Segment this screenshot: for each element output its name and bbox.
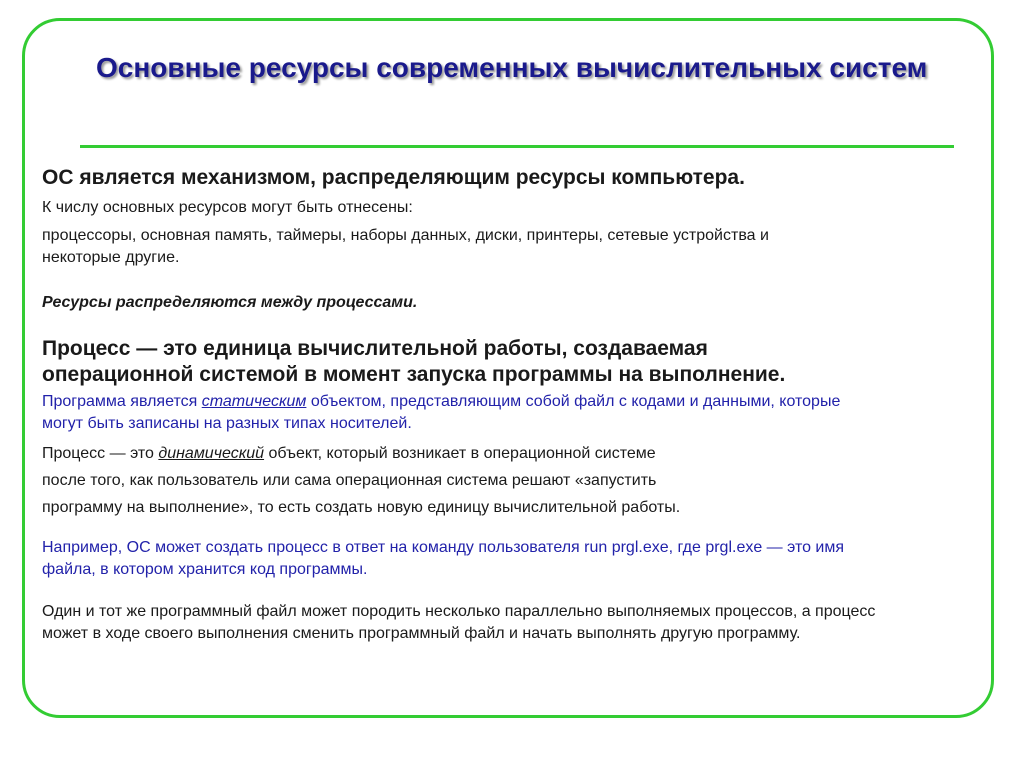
process-dynamic-paragraph: [42, 440, 942, 521]
os-heading: ОС является механизмом, распределяющим ресурсы компьютера.: [42, 166, 745, 189]
process-definition: Процесс — это единица вычислительной работы, создаваемая операционной системой в момент запуска программы на выполнение.: [42, 337, 786, 386]
process-dynamic-line1-after: объект, который возникает в операционной системе: [264, 445, 656, 462]
title-divider: [80, 145, 954, 148]
resources-list: процессоры, основная память, таймеры, наборы данных, диски, принтеры, сетевые устройства и некоторые другие.: [42, 227, 769, 266]
program-static-before: Программа является: [42, 393, 202, 410]
slide-title: Основные ресурсы современных вычислительных систем: [96, 52, 928, 83]
dynamic-term: динамический: [158, 445, 265, 462]
process-dynamic-line2: после того, как пользователь или сама операционная система решают «запустить: [42, 472, 657, 489]
process-dynamic-line1: [42, 440, 942, 467]
program-static-paragraph: [42, 391, 882, 435]
process-dynamic-before: Процесс — это: [42, 445, 159, 462]
example-paragraph: Например, ОС может создать процесс в ответ на команду пользователя run prgl.exe, где prgl.exe — это имя файла, в котором хранится код программы.: [42, 539, 845, 578]
distribution-note: Ресурсы распределяются между процессами.: [42, 294, 418, 311]
closing-paragraph: Один и тот же программный файл может породить несколько параллельно выполняемых процессов, а процесс может в ходе своего выполнения сменить программный файл и начать выполнять другую программу.: [42, 603, 876, 642]
static-term: статическим: [201, 393, 307, 410]
slide-content: [42, 165, 942, 645]
process-dynamic-line3: программу на выполнение», то есть создать новую единицу вычислительной работы.: [42, 499, 681, 516]
resources-intro: К числу основных ресурсов могут быть отнесены:: [42, 199, 413, 216]
program-static-after: объектом, представляющим собой файл с кодами и данными, которые могут быть записаны на разных типах носителей.: [42, 393, 841, 432]
